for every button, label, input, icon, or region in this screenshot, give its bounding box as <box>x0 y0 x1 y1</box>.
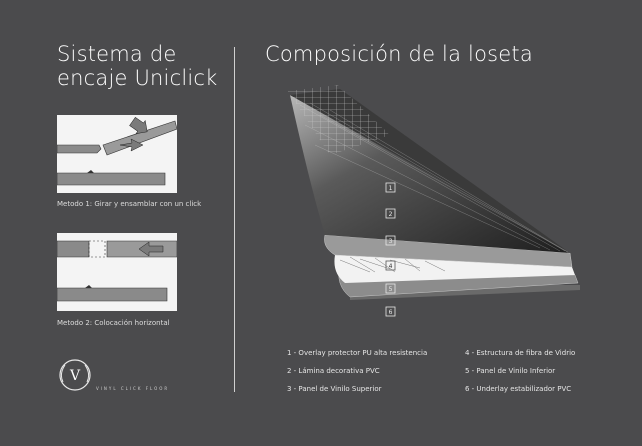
uniclick-title-line2: encaje Uniclick <box>57 66 218 90</box>
legend-item-6: 6 - Underlay estabilizador PVC <box>465 385 572 393</box>
logo-letter: V <box>69 368 81 384</box>
legend-item-3: 3 - Panel de Vinilo Superior <box>287 385 382 393</box>
uniclick-title <box>57 42 227 90</box>
uniclick-title-line1: Sistema de <box>57 42 177 66</box>
layer-marker-1: 1 <box>388 185 393 192</box>
legend-item-2: 2 - Lámina decorativa PVC <box>287 367 380 375</box>
layer-marker-2: 2 <box>388 211 393 218</box>
legend-item-5: 5 - Panel de Vinilo Inferior <box>465 367 556 375</box>
composition-title: Composición de la loseta <box>265 42 533 66</box>
layer-marker-3: 3 <box>388 238 393 245</box>
method-1-caption: Metodo 1: Girar y ensamblar con un click <box>57 200 202 208</box>
legend-item-4: 4 - Estructura de fibra de Vidrio <box>465 349 576 357</box>
layer-marker-5: 5 <box>388 286 393 293</box>
vertical-divider <box>234 47 235 392</box>
logo-text: VINYL CLICK FLOOR <box>96 386 170 391</box>
layer-marker-6: 6 <box>388 309 393 316</box>
tile-composition-illustration <box>280 85 580 329</box>
method-2-illustration <box>57 233 177 311</box>
method-2-caption: Metodo 2: Colocación horizontal <box>57 319 170 327</box>
method-1-illustration <box>57 115 177 193</box>
layer-marker-4: 4 <box>388 263 393 270</box>
legend-item-1: 1 - Overlay protector PU alta resistencia <box>287 349 428 357</box>
logo-emblem <box>56 356 94 398</box>
